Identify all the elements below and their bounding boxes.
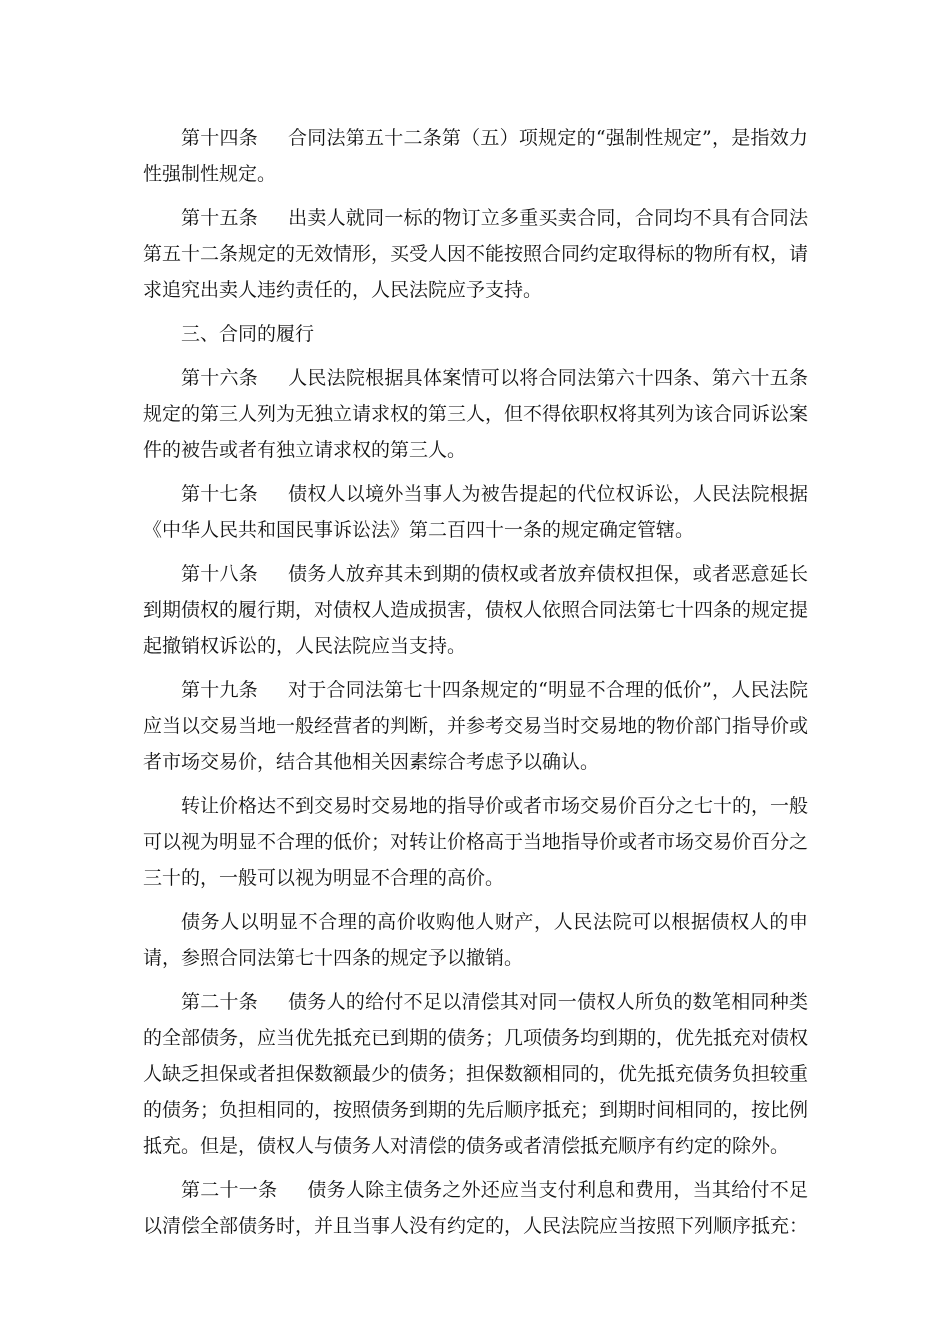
paragraph-article-20 xyxy=(143,984,808,1164)
article-number: 第二十一条 xyxy=(181,1179,278,1201)
article-number: 第十六条 xyxy=(181,367,259,389)
paragraph-text: 对于合同法第七十四条规定的“明显不合理的低价”，人民法院应当以交易当地一般经营者的判断，并参考交易当时交易地的物价部门指导价或者市场交易价，结合其他相关因素综合考虑予以确认。 xyxy=(143,679,809,773)
paragraph-article-21 xyxy=(143,1172,808,1244)
paragraph-article-17 xyxy=(143,476,808,548)
paragraph-text: 合同法第五十二条第（五）项规定的“强制性规定”，是指效力性强制性规定。 xyxy=(143,127,808,185)
article-number: 第二十条 xyxy=(181,991,259,1013)
paragraph-text: 债务人放弃其未到期的债权或者放弃债权担保，或者恶意延长到期债权的履行期，对债权人造成损害，债权人依照合同法第七十四条的规定提起撤销权诉讼的，人民法院应当支持。 xyxy=(143,563,809,657)
paragraph-text: 债权人以境外当事人为被告提起的代位权诉讼，人民法院根据《中华人民共和国民事诉讼法》第二百四十一条的规定确定管辖。 xyxy=(143,483,808,541)
section-heading xyxy=(143,316,808,352)
article-number: 第十四条 xyxy=(181,127,258,149)
paragraph-text: 债务人除主债务之外还应当支付利息和费用，当其给付不足以清偿全部债务时，并且当事人没有约定的，人民法院应当按照下列顺序抵充： xyxy=(143,1179,809,1237)
paragraph-text: 人民法院根据具体案情可以将合同法第六十四条、第六十五条规定的第三人列为无独立请求权的第三人，但不得依职权将其列为该合同诉讼案件的被告或者有独立请求权的第三人。 xyxy=(143,367,809,461)
paragraph-article-15 xyxy=(143,200,808,308)
document-body xyxy=(143,120,808,1252)
article-number: 第十八条 xyxy=(181,563,259,585)
paragraph-text: 转让价格达不到交易时交易地的指导价或者市场交易价百分之七十的，一般可以视为明显不合理的低价；对转让价格高于当地指导价或者市场交易价百分之三十的，一般可以视为明显不合理的高价。 xyxy=(143,795,809,889)
paragraph-text: 债务人以明显不合理的高价收购他人财产，人民法院可以根据债权人的申请，参照合同法第七十四条的规定予以撤销。 xyxy=(143,911,808,969)
paragraph-text: 出卖人就同一标的物订立多重买卖合同，合同均不具有合同法第五十二条规定的无效情形，买受人因不能按照合同约定取得标的物所有权，请求追究出卖人违约责任的，人民法院应予支持。 xyxy=(143,207,809,301)
article-number: 第十五条 xyxy=(181,207,259,229)
paragraph-article-19-clause-3 xyxy=(143,904,808,976)
paragraph-article-18 xyxy=(143,556,808,664)
paragraph-text: 债务人的给付不足以清偿其对同一债权人所负的数笔相同种类的全部债务，应当优先抵充已到期的债务；几项债务均到期的，优先抵充对债权人缺乏担保或者担保数额最少的债务；担保数额相同的，优先抵充债务负担较重的债务；负担相同的，按照债务到期的先后顺序抵充；到期时间相同的，按比例抵充。但是，债权人与债务人对清偿的债务或者清偿抵充顺序有约定的除外。 xyxy=(143,991,809,1157)
paragraph-article-14 xyxy=(143,120,808,192)
paragraph-article-19-clause-2 xyxy=(143,788,808,896)
article-number: 第十七条 xyxy=(181,483,259,505)
paragraph-article-19 xyxy=(143,672,808,780)
section-heading-text: 三、合同的履行 xyxy=(181,323,315,345)
paragraph-article-16 xyxy=(143,360,808,468)
article-number: 第十九条 xyxy=(181,679,258,701)
